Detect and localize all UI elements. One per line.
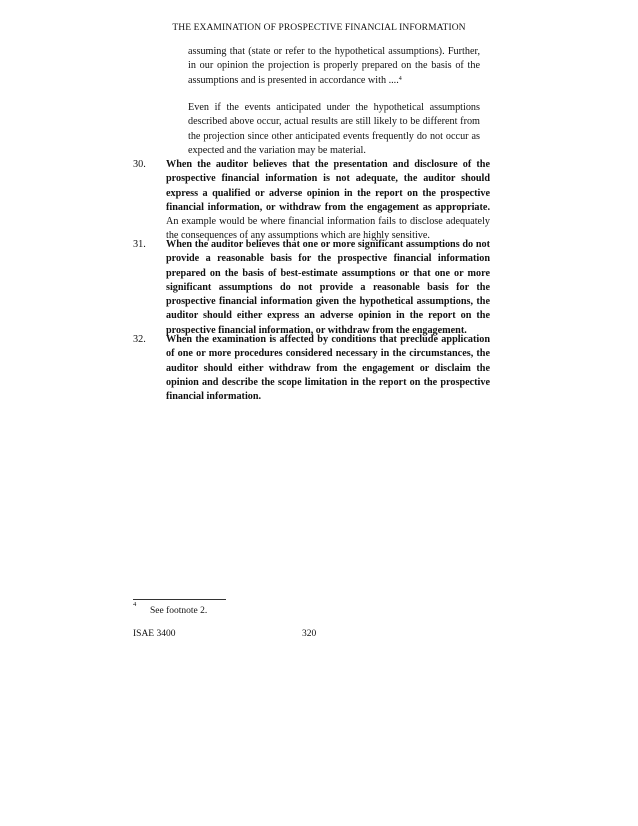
paragraph-31 [133, 238, 490, 338]
footnote-divider [133, 599, 226, 600]
footnote-reference: 4 [398, 75, 402, 82]
paragraph-number: 32. [133, 334, 146, 345]
opinion-excerpt-block [188, 45, 480, 88]
paragraph-32 [133, 333, 490, 404]
paragraph-bold-text: When the auditor believes that the presentation and disclosure of the prospective financial information is not adequate, the auditor should express a qualified or adverse opinion in the report on the prospective financial information, or withdraw from the engagement as appropriate. [166, 159, 490, 213]
footer-standard-id: ISAE 3400 [133, 629, 176, 639]
footnote-text: See footnote 2. [150, 606, 208, 616]
caveat-excerpt-text: Even if the events anticipated under the hypothetical assumptions described above occur, actual results are still likely to be different from the projection since other anticipated events frequently do not occur as expected and the variation may be material. [188, 102, 480, 157]
paragraph-bold-text: When the auditor believes that one or more significant assumptions do not provide a reasonable basis for the prospective financial information prepared on the basis of best-estimate assumptions or that one or more significant assumptions do not provide a reasonable basis for the prospective financial information given the hypothetical assumptions, the auditor should either express an adverse opinion in the report on the prospective financial information, or withdraw from the engagement. [166, 239, 490, 336]
paragraph-30 [133, 158, 490, 244]
footnote-number: 4 [133, 601, 137, 608]
caveat-excerpt-block [188, 101, 480, 159]
page-number: 320 [302, 629, 317, 639]
paragraph-plain-text: An example would be where financial information fails to disclose adequately the consequences of any assumptions which are highly sensitive. [166, 216, 490, 242]
opinion-excerpt-text: assuming that (state or refer to the hypothetical assumptions). Further, in our opinion the projection is properly prepared on the basis of the assumptions and is presented in accordance with .... [188, 46, 480, 86]
paragraph-body [166, 158, 490, 244]
running-header: THE EXAMINATION OF PROSPECTIVE FINANCIAL INFORMATION [172, 23, 466, 33]
paragraph-bold-text: When the examination is affected by conditions that preclude application of one or more procedures considered necessary in the circumstances, the auditor should either withdraw from the engagement or disclaim the opinion and describe the scope limitation in the report on the prospective financial information. [166, 334, 490, 403]
paragraph-number: 31. [133, 239, 146, 250]
paragraph-number: 30. [133, 159, 146, 170]
